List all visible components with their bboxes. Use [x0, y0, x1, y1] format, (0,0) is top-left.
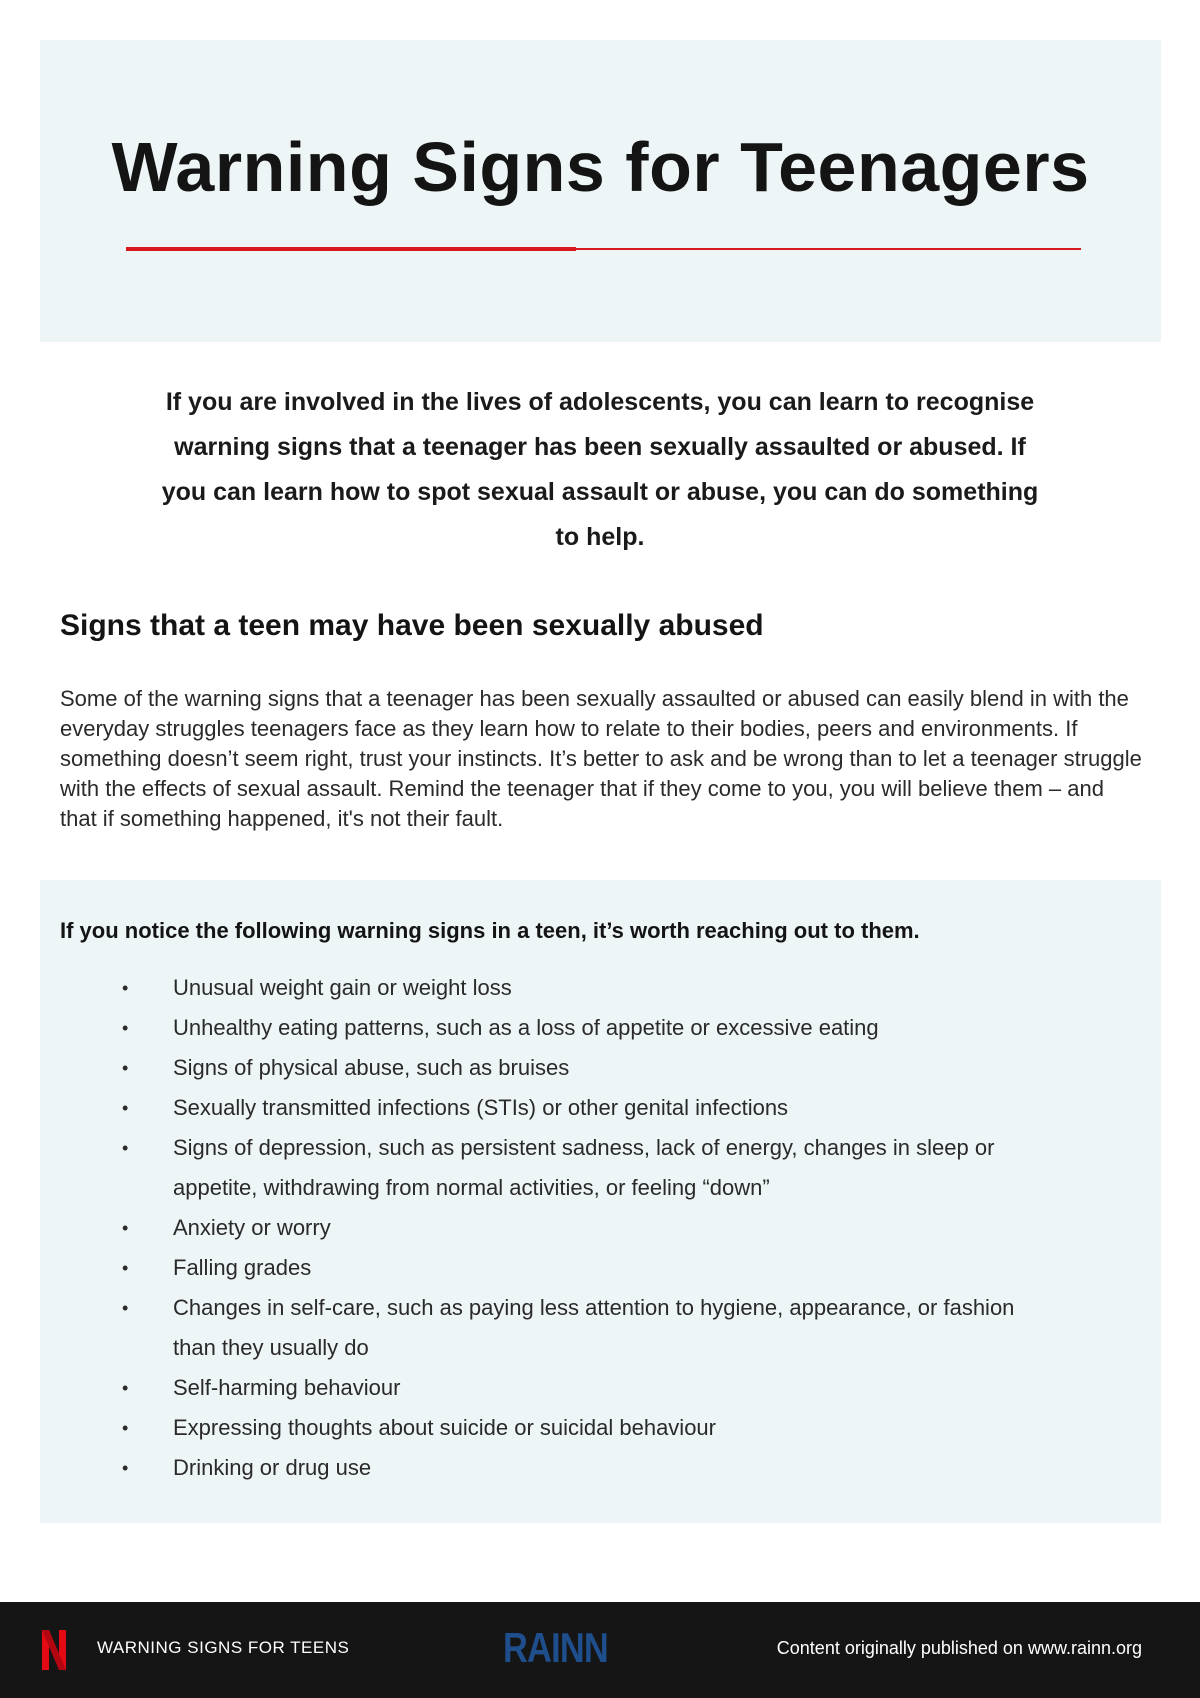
list-item [40, 1368, 1053, 1408]
list-item [40, 1208, 1053, 1248]
list-item [40, 1008, 1053, 1048]
bullet-icon: • [122, 1018, 129, 1038]
list-item-text: Falling grades [173, 1255, 312, 1280]
footer-document-title: WARNING SIGNS FOR TEENS [97, 1638, 350, 1657]
list-item-text: Changes in self-care, such as paying less attention to hygiene, appearance, or fashion than they usually do [173, 1295, 1015, 1360]
list-item [40, 968, 1053, 1008]
list-item [40, 1128, 1053, 1208]
warning-signs-list [40, 968, 1161, 1488]
page-title: Warning Signs for Teenagers [111, 128, 1090, 206]
bullet-icon: • [122, 1058, 129, 1078]
bullet-icon: • [122, 1298, 129, 1318]
list-item [40, 1288, 1053, 1368]
bullet-icon: • [122, 1098, 129, 1118]
list-item-text: Anxiety or worry [173, 1215, 331, 1240]
list-item [40, 1248, 1053, 1288]
list-item-text: Signs of depression, such as persistent sadness, lack of energy, changes in sleep or appetite, withdrawing from normal activities, or feeling “down” [173, 1135, 995, 1200]
list-item-text: Drinking or drug use [173, 1455, 372, 1480]
bullet-icon: • [122, 1258, 129, 1278]
list-item-text: Signs of physical abuse, such as bruises [173, 1055, 570, 1080]
netflix-logo-icon [42, 1630, 66, 1670]
bullet-icon: • [122, 1218, 129, 1238]
title-underline-thick [126, 247, 576, 251]
list-item-text: Unhealthy eating patterns, such as a loss of appetite or excessive eating [173, 1015, 879, 1040]
bullet-icon: • [122, 1458, 129, 1478]
footer [0, 1602, 1200, 1698]
warning-signs-panel [40, 880, 1161, 1523]
warning-signs-intro: If you notice the following warning signs in a teen, it’s worth reaching out to them. [60, 918, 920, 943]
list-item-text: Sexually transmitted infections (STIs) or other genital infections [173, 1095, 789, 1120]
bullet-icon: • [122, 1138, 129, 1158]
list-item [40, 1088, 1053, 1128]
bullet-icon: • [122, 978, 129, 998]
title-underline-thin [576, 248, 1081, 250]
header-panel [40, 40, 1161, 342]
list-item-text: Expressing thoughts about suicide or suicidal behaviour [173, 1415, 716, 1440]
intro-paragraph: If you are involved in the lives of adolescents, you can learn to recognise warning signs that a teenager has been sexually assaulted or abused. If you can learn how to spot sexual assault or abuse, you can do something to help. [161, 388, 1039, 551]
section-heading: Signs that a teen may have been sexually abused [60, 609, 764, 642]
footer-source-credit: Content originally published on www.rainn.org [776, 1638, 1142, 1658]
list-item [40, 1448, 1053, 1488]
bullet-icon: • [122, 1378, 129, 1398]
list-item-text: Self-harming behaviour [173, 1375, 401, 1400]
list-item-text: Unusual weight gain or weight loss [173, 975, 512, 1000]
rainn-logo: RAINN [503, 1624, 608, 1671]
list-item [40, 1408, 1053, 1448]
bullet-icon: • [122, 1418, 129, 1438]
list-item [40, 1048, 1053, 1088]
body-paragraph: Some of the warning signs that a teenager has been sexually assaulted or abused can easily blend in with the everyday struggles teenagers face as they learn how to relate to their bodies, peers and environments. If something doesn’t seem right, trust your instincts. It’s better to ask and be wrong than to let a teenager struggle with the effects of sexual assault. Remind the teenager that if they come to you, you will believe them – and that if something happened, it's not their fault. [60, 686, 1142, 831]
